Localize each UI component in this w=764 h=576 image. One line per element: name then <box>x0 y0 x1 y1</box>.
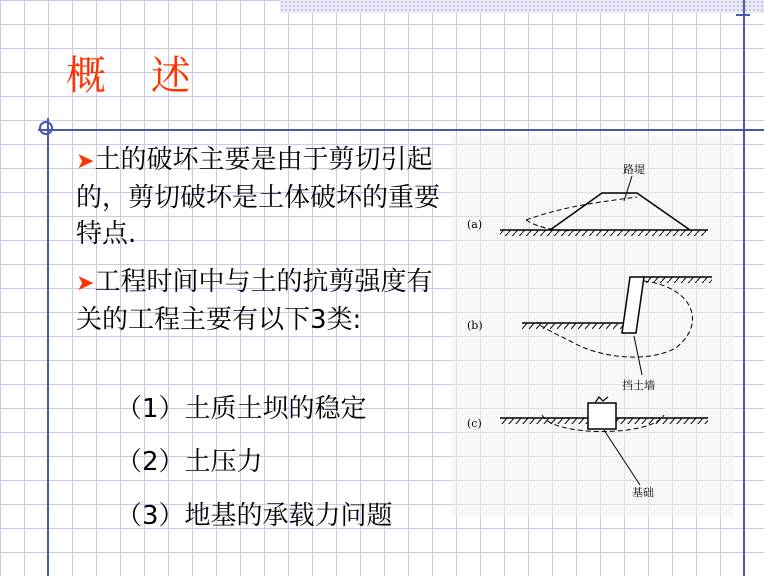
panel-c-label: (c) <box>467 417 482 430</box>
bullet-paragraph-2 <box>76 264 446 338</box>
bullet-arrow-icon: ➤ <box>76 149 95 174</box>
embankment-outline <box>550 193 690 230</box>
divider-circle-ornament <box>39 121 53 135</box>
panel-a-embankment <box>467 162 708 236</box>
ground-hatch-b-lower <box>522 323 632 329</box>
bullet-paragraph-1 <box>76 142 446 252</box>
panel-c-foundation <box>467 397 708 499</box>
list-item-2: （2）土压力 <box>116 447 263 477</box>
embankment-label: 路堤 <box>623 163 645 176</box>
retaining-wall-shape <box>622 277 644 333</box>
right-guide-tick <box>736 14 750 16</box>
retaining-wall-label: 挡土墙 <box>622 379 655 392</box>
left-guide-line <box>47 118 49 576</box>
retaining-wall-pointer <box>634 336 642 375</box>
foundation-pointer <box>604 430 640 485</box>
list-item-1: （1）土质土坝的稳定 <box>116 394 367 424</box>
panel-b-retaining-wall <box>467 277 712 392</box>
soil-failure-figure <box>452 137 734 517</box>
list-item-3: （3）地基的承载力问题 <box>116 501 393 531</box>
panel-b-label: (b) <box>467 319 483 332</box>
slip-surface-b <box>537 281 692 357</box>
bullet-1-text: 土的破坏主要是由于剪切引起的，剪切破坏是土体破坏的重要特点. <box>76 145 441 249</box>
ground-hatch-a <box>500 230 708 236</box>
panel-a-label: (a) <box>467 218 483 231</box>
bullet-2-text: 工程时间中与土的抗剪强度有关的工程主要有以下3类: <box>76 267 433 335</box>
embankment-pointer <box>624 176 632 201</box>
bullet-arrow-icon: ➤ <box>76 271 95 296</box>
right-guide-line <box>743 0 745 576</box>
header-pattern-band <box>280 0 764 13</box>
slide-title: 概 述 <box>66 53 207 99</box>
foundation-label: 基础 <box>632 486 654 499</box>
foundation-block <box>588 403 616 429</box>
title-divider-line <box>38 129 764 131</box>
